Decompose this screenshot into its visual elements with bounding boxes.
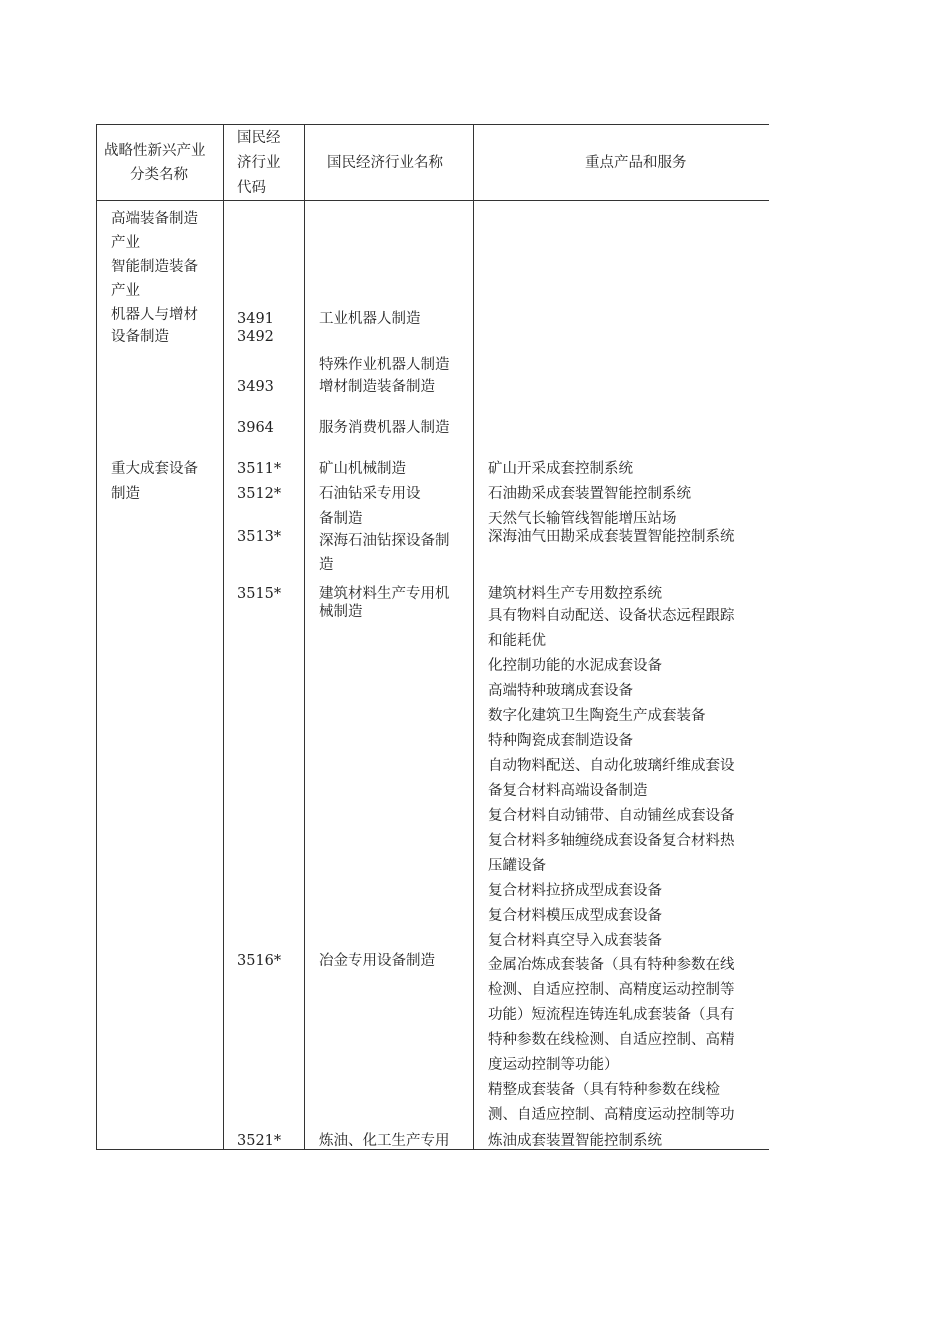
product-item: 复合材料真空导入成套装备 xyxy=(488,933,662,949)
industry-name: 石油钻采专用设 xyxy=(319,486,421,502)
product-item: 复合材料拉挤成型成套设备 xyxy=(488,883,662,899)
category-major-complete-equipment: 制造 xyxy=(111,486,140,502)
product-item: 具有物料自动配送、设备状态远程跟踪 xyxy=(488,608,735,624)
product-item: 功能）短流程连铸连轧成套装备（具有 xyxy=(488,1007,735,1023)
header-bottom-border xyxy=(96,200,769,201)
header-industry-code: 济行业 xyxy=(237,155,281,171)
column-divider-1 xyxy=(223,124,224,1150)
industry-code: 3521* xyxy=(237,1133,282,1149)
product-item: 复合材料多轴缠绕成套设备复合材料热 xyxy=(488,833,735,849)
column-divider-2 xyxy=(304,124,305,1150)
header-category-name: 分类名称 xyxy=(130,167,188,183)
industry-name: 造 xyxy=(319,557,334,573)
product-item: 度运动控制等功能） xyxy=(488,1057,619,1073)
product-item: 测、自适应控制、高精度运动控制等功 xyxy=(488,1107,735,1123)
product-item: 天然气长输管线智能增压站场 xyxy=(488,511,677,527)
header-industry-code: 国民经 xyxy=(237,130,281,146)
product-item: 炼油成套装置智能控制系统 xyxy=(488,1133,662,1149)
industry-code: 3491 xyxy=(237,311,274,327)
product-item: 精整成套装备（具有特种参数在线检 xyxy=(488,1082,720,1098)
product-item: 深海油气田勘采成套装置智能控制系统 xyxy=(488,529,735,545)
product-item: 自动物料配送、自动化玻璃纤维成套设 xyxy=(488,758,735,774)
industry-name: 建筑材料生产专用机 xyxy=(319,586,450,602)
industry-code: 3511* xyxy=(237,461,282,477)
industry-name: 炼油、化工生产专用 xyxy=(319,1133,450,1149)
product-item: 矿山开采成套控制系统 xyxy=(488,461,633,477)
industry-code: 3515* xyxy=(237,586,282,602)
product-item: 复合材料模压成型成套设备 xyxy=(488,908,662,924)
product-item: 建筑材料生产专用数控系统 xyxy=(488,586,662,602)
category-major-complete-equipment: 重大成套设备 xyxy=(111,461,198,477)
industry-code: 3513* xyxy=(237,529,282,545)
industry-name: 冶金专用设备制造 xyxy=(319,953,435,969)
industry-name: 械制造 xyxy=(319,604,363,620)
industry-name: 服务消费机器人制造 xyxy=(319,420,450,436)
industry-code: 3493 xyxy=(237,379,274,395)
column-divider-3 xyxy=(473,124,474,1150)
header-category-name: 战略性新兴产业 xyxy=(104,143,206,159)
category-high-end-equipment: 高端装备制造 xyxy=(111,211,198,227)
product-item: 数字化建筑卫生陶瓷生产成套装备 xyxy=(488,708,706,724)
product-item: 石油勘采成套装置智能控制系统 xyxy=(488,486,691,502)
industry-name: 矿山机械制造 xyxy=(319,461,406,477)
product-item: 特种参数在线检测、自适应控制、高精 xyxy=(488,1032,735,1048)
product-item: 复合材料自动铺带、自动铺丝成套设备 xyxy=(488,808,735,824)
table-bottom-border xyxy=(96,1149,769,1150)
industry-code: 3516* xyxy=(237,953,282,969)
header-key-products: 重点产品和服务 xyxy=(585,155,687,171)
table-left-border xyxy=(96,124,97,1150)
table-top-border xyxy=(96,124,769,125)
category-robot-additive: 机器人与增材 xyxy=(111,307,198,323)
product-item: 高端特种玻璃成套设备 xyxy=(488,683,633,699)
industry-name: 工业机器人制造 xyxy=(319,311,421,327)
product-item: 金属冶炼成套装备（具有特种参数在线 xyxy=(488,957,735,973)
category-smart-manufacturing: 智能制造装备 xyxy=(111,259,198,275)
product-item: 检测、自适应控制、高精度运动控制等 xyxy=(488,982,735,998)
industry-name: 深海石油钻探设备制 xyxy=(319,533,450,549)
product-item: 压罐设备 xyxy=(488,858,546,874)
category-high-end-equipment: 产业 xyxy=(111,235,140,251)
industry-name: 备制造 xyxy=(319,511,363,527)
product-item: 和能耗优 xyxy=(488,633,546,649)
product-item: 备复合材料高端设备制造 xyxy=(488,783,648,799)
category-robot-additive: 设备制造 xyxy=(111,329,169,345)
industry-code: 3492 xyxy=(237,329,274,345)
industry-code: 3964 xyxy=(237,420,274,436)
product-item: 化控制功能的水泥成套设备 xyxy=(488,658,662,674)
category-smart-manufacturing: 产业 xyxy=(111,283,140,299)
industry-name: 特殊作业机器人制造 xyxy=(319,357,450,373)
industry-name: 增材制造装备制造 xyxy=(319,379,435,395)
header-industry-code: 代码 xyxy=(237,180,266,196)
header-industry-name: 国民经济行业名称 xyxy=(327,155,443,171)
product-item: 特种陶瓷成套制造设备 xyxy=(488,733,633,749)
industry-code: 3512* xyxy=(237,486,282,502)
